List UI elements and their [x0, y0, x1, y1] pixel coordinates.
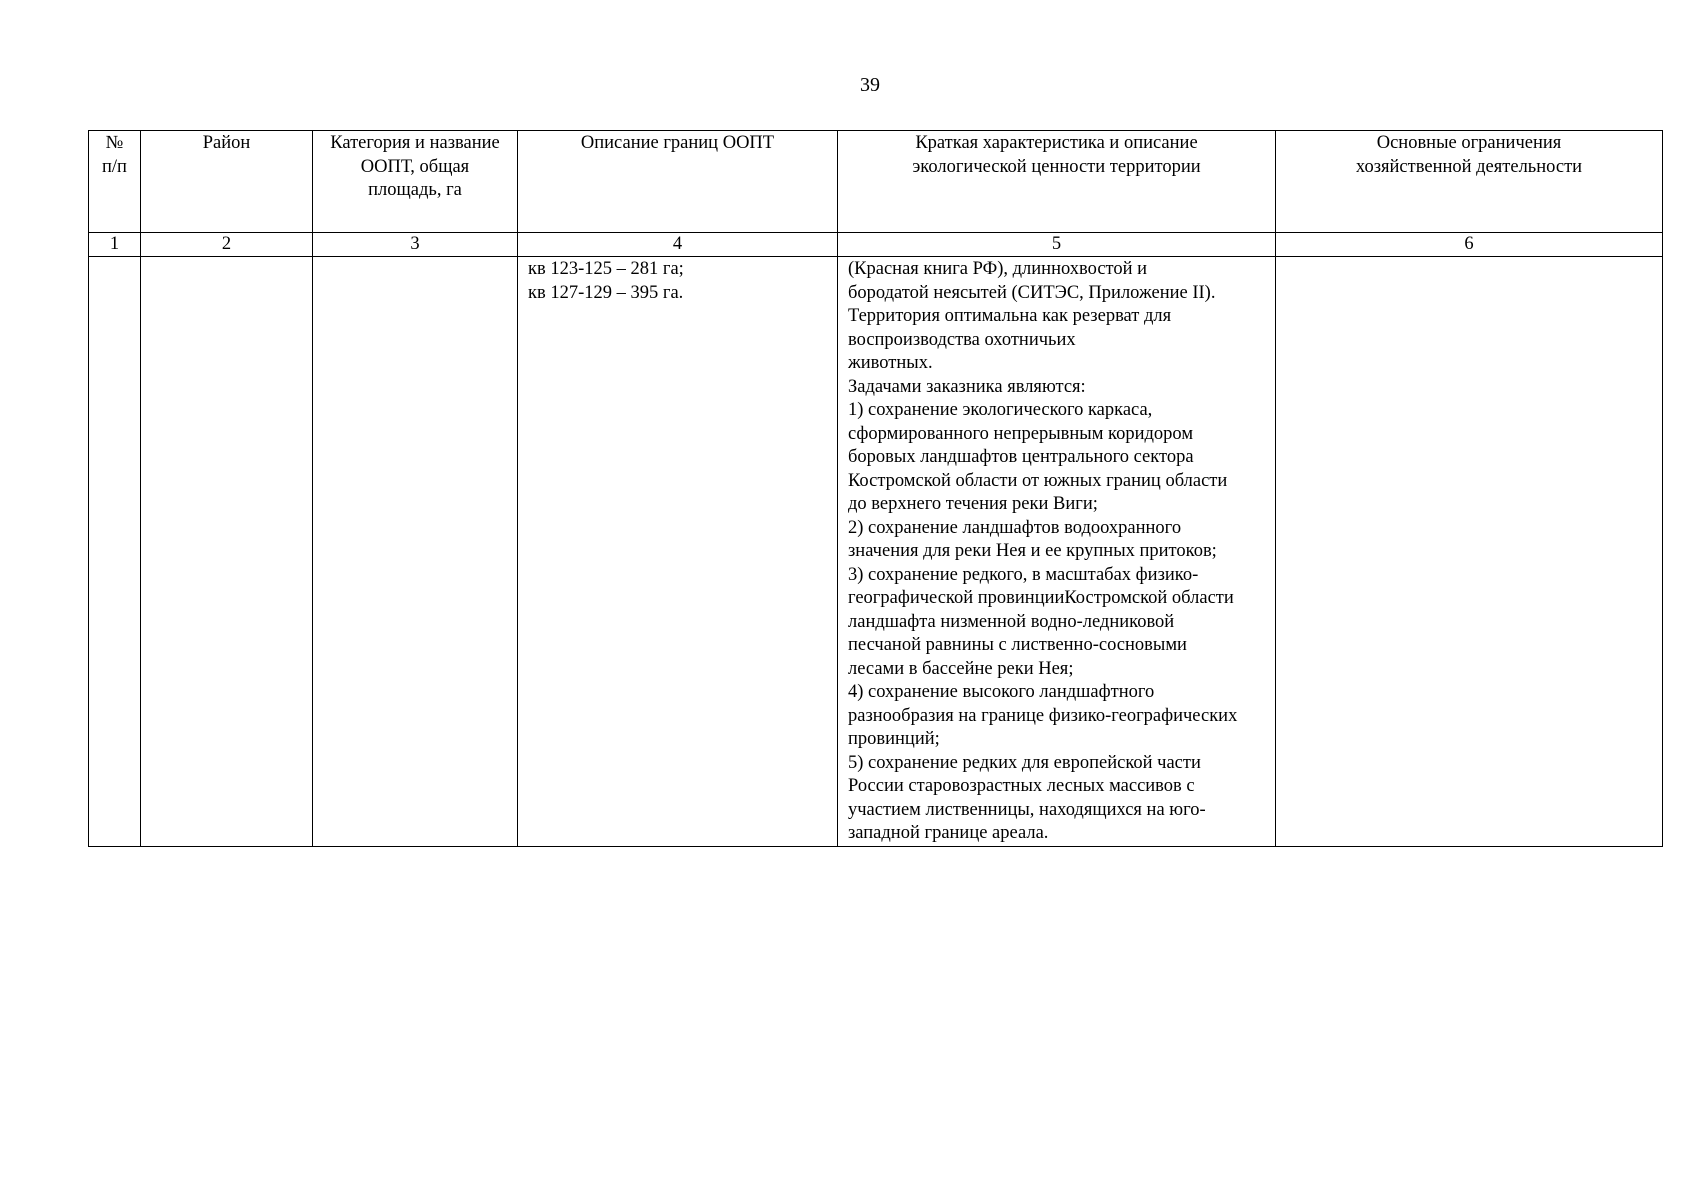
table-header-row [89, 131, 1663, 233]
text-line: Задачами заказника являются: [848, 376, 1086, 397]
text-line: до верхнего течения реки Виги; [848, 494, 1098, 514]
cell-restrictions [1276, 257, 1663, 847]
text-line: 2) сохранение ландшафтов водоохранного [848, 517, 1182, 538]
text-line: кв 123-125 – 281 га; [528, 259, 684, 279]
index-cell: 3 [313, 233, 518, 257]
header-cell-category: Категория и название ООПТ, общая площадь, га [313, 131, 518, 233]
text-line: лесами в бассейне реки Нея; [848, 658, 1074, 679]
text-line: Территория оптимальна как резерват для [848, 306, 1172, 326]
text-line: России старовозрастных лесных массивов с [848, 776, 1195, 796]
text-line: (Красная книга РФ), длиннохвостой и [848, 259, 1148, 279]
cell-boundaries [518, 257, 838, 847]
text-line: разнообразия на границе физико-географических [848, 705, 1238, 726]
text-line: ландшафта низменной водно-ледниковой [848, 611, 1175, 632]
cell-characteristics [838, 257, 1276, 847]
index-cell: 2 [141, 233, 313, 257]
text-line: животных. [848, 353, 933, 373]
cell-number [89, 257, 141, 847]
text-line: воспроизводства охотничьих [848, 329, 1076, 350]
text-line: песчаной равнины с лиственно-сосновыми [848, 635, 1187, 655]
text-line: 5) сохранение редких для европейской части [848, 752, 1201, 773]
text-line: сформированного непрерывным коридором [848, 423, 1194, 444]
text-line: кв 127-129 – 395 га. [528, 282, 684, 303]
table-index-row [89, 233, 1663, 257]
characteristics-text [838, 257, 1275, 846]
index-cell: 5 [838, 233, 1276, 257]
text-line: значения для реки Нея и ее крупных притоков; [848, 541, 1217, 561]
index-cell: 1 [89, 233, 141, 257]
text-line: географической провинцииКостромской области [848, 588, 1234, 608]
text-line: 3) сохранение редкого, в масштабах физико- [848, 564, 1199, 585]
table-row [89, 257, 1663, 847]
header-cell-boundaries: Описание границ ООПТ [518, 131, 838, 233]
text-line: боровых ландшафтов центрального сектора [848, 447, 1194, 467]
cell-district [141, 257, 313, 847]
cell-category [313, 257, 518, 847]
header-cell-restrictions: Основные ограничения хозяйственной деятельности [1276, 131, 1663, 233]
page-number: 39 [860, 74, 880, 96]
index-cell: 4 [518, 233, 838, 257]
text-line: 4) сохранение высокого ландшафтного [848, 682, 1155, 702]
header-cell-characteristics: Краткая характеристика и описание экологической ценности территории [838, 131, 1276, 233]
text-line: 1) сохранение экологического каркаса, [848, 400, 1153, 420]
header-cell-district: Район [141, 131, 313, 233]
text-line: Костромской области от южных границ области [848, 470, 1228, 491]
text-line: бородатой неясытей (СИТЭС, Приложение II). [848, 282, 1216, 303]
index-cell: 6 [1276, 233, 1663, 257]
header-cell-number: № п/п [89, 131, 141, 233]
text-line: провинций; [848, 729, 940, 749]
text-line: западной границе ареала. [848, 823, 1049, 843]
text-line: участием лиственницы, находящихся на юго- [848, 799, 1206, 820]
protected-areas-table [88, 130, 1663, 847]
boundaries-text [518, 257, 837, 305]
